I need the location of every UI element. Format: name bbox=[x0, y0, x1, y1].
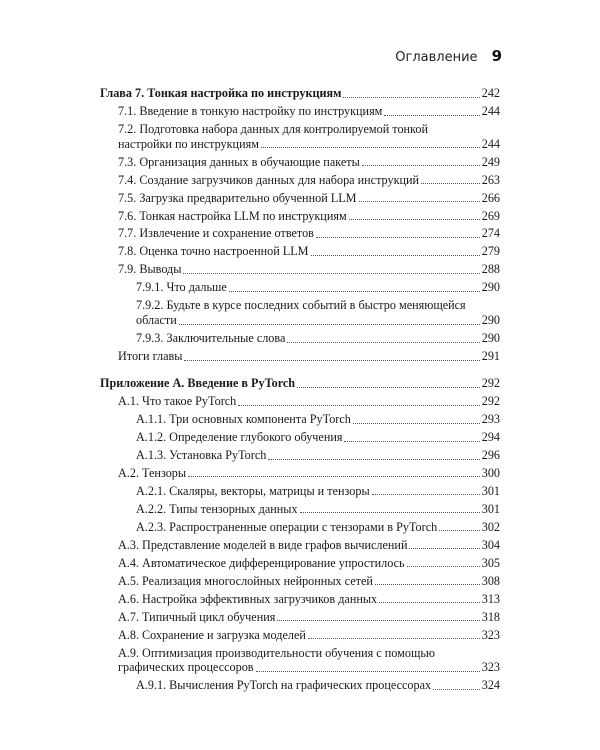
dot-leader bbox=[277, 620, 479, 621]
toc-entry[interactable] bbox=[100, 484, 500, 499]
toc-page-number: 242 bbox=[481, 86, 500, 100]
dot-leader bbox=[287, 342, 479, 343]
dot-leader bbox=[375, 584, 480, 585]
toc-entry-title: 7.5. Загрузка предварительно обученной LLM bbox=[118, 190, 357, 205]
toc-entry-title: А.1.3. Установка PyTorch bbox=[136, 447, 267, 462]
dot-leader bbox=[311, 255, 480, 256]
toc-page-number: 296 bbox=[481, 447, 500, 462]
dot-leader bbox=[179, 324, 480, 325]
toc-page-number: 244 bbox=[481, 103, 500, 118]
dot-leader bbox=[379, 602, 480, 603]
toc-page-number: 323 bbox=[481, 627, 500, 642]
toc-entry-title: настройки по инструкциям bbox=[118, 136, 259, 151]
toc-entry[interactable] bbox=[100, 574, 500, 589]
toc-page-number: 292 bbox=[481, 375, 500, 390]
toc-entry[interactable] bbox=[100, 610, 500, 625]
toc-page-number: 323 bbox=[481, 660, 500, 675]
toc-page-number: 313 bbox=[481, 591, 500, 606]
toc-entry-title: 7.3. Организация данных в обучающие пакеты bbox=[118, 154, 360, 169]
toc-chapter-entry[interactable] bbox=[100, 376, 500, 391]
toc-entry-title: 7.9.3. Заключительные слова bbox=[136, 331, 286, 345]
toc-entry-title: Итоги главы bbox=[118, 348, 183, 363]
toc-entry-title: А.9.1. Вычисления PyTorch на графических процессорах bbox=[136, 678, 432, 693]
toc-entry[interactable] bbox=[100, 280, 500, 295]
toc-entry[interactable] bbox=[100, 122, 500, 137]
toc-page-number: 249 bbox=[481, 154, 500, 169]
toc-entry-title: А.7. Типичный цикл обучения bbox=[118, 609, 276, 624]
section-gap bbox=[100, 367, 500, 376]
toc-page-number: 244 bbox=[481, 136, 500, 151]
toc-entry[interactable] bbox=[100, 448, 500, 463]
toc-entry[interactable] bbox=[100, 298, 500, 313]
toc-entry-title: А.2.1. Скаляры, векторы, матрицы и тензоры bbox=[136, 483, 370, 498]
dot-leader bbox=[343, 97, 479, 98]
toc-page-number: 318 bbox=[481, 609, 500, 624]
dot-leader bbox=[229, 291, 480, 292]
toc-page-number: 292 bbox=[481, 393, 500, 408]
dot-leader bbox=[353, 423, 480, 424]
toc-entry[interactable] bbox=[100, 262, 500, 277]
dot-leader bbox=[238, 405, 479, 406]
toc-entry-title: А.4. Автоматическое дифференцирование упростилось bbox=[118, 555, 405, 570]
toc-entry-title: А.2.2. Типы тензорных данных bbox=[136, 501, 298, 516]
toc-entry[interactable] bbox=[100, 191, 500, 206]
header-title: Оглавление bbox=[395, 50, 478, 65]
dot-leader bbox=[256, 671, 480, 672]
dot-leader bbox=[344, 441, 479, 442]
toc-entry-title: А.5. Реализация многослойных нейронных сетей bbox=[118, 573, 373, 588]
toc-page-number: 290 bbox=[481, 280, 500, 295]
dot-leader bbox=[316, 237, 480, 238]
toc-page-number: 301 bbox=[481, 501, 500, 516]
toc-page-number: 290 bbox=[481, 331, 500, 345]
dot-leader bbox=[384, 115, 479, 116]
toc-page-number: 266 bbox=[481, 190, 500, 205]
toc-entry-title: 7.9. Выводы bbox=[118, 262, 182, 277]
toc-page-number: 294 bbox=[481, 429, 500, 444]
toc-entry-title: А.3. Представление моделей в виде графов вычислений bbox=[118, 537, 408, 552]
toc-page-number: 288 bbox=[481, 262, 500, 277]
toc-entry[interactable] bbox=[100, 538, 500, 553]
table-of-contents bbox=[100, 86, 500, 696]
toc-entry[interactable] bbox=[100, 226, 500, 241]
toc-entry[interactable] bbox=[100, 412, 500, 427]
toc-chapter-entry[interactable] bbox=[100, 86, 500, 101]
toc-entry-title: 7.9.2. Будьте в курсе последних событий в быстро меняющейся bbox=[136, 298, 466, 313]
toc-entry-title: Глава 7. Тонкая настройка по инструкциям bbox=[100, 86, 342, 100]
toc-page-number: 293 bbox=[481, 411, 500, 426]
toc-page-number: 290 bbox=[481, 313, 500, 328]
toc-page-number: 269 bbox=[481, 208, 500, 223]
dot-leader bbox=[183, 273, 479, 274]
toc-entry[interactable] bbox=[100, 173, 500, 188]
toc-entry-title: 7.8. Оценка точно настроенной LLM bbox=[118, 244, 309, 259]
dot-leader bbox=[439, 530, 480, 531]
toc-entry[interactable] bbox=[100, 137, 500, 152]
toc-entry[interactable] bbox=[100, 394, 500, 409]
dot-leader bbox=[261, 147, 480, 148]
toc-entry-title: А.2.3. Распространенные операции с тензорами в PyTorch bbox=[136, 519, 438, 534]
toc-entry[interactable] bbox=[100, 466, 500, 481]
toc-page-number: 291 bbox=[481, 348, 500, 363]
toc-page-number: 274 bbox=[481, 226, 500, 241]
dot-leader bbox=[297, 387, 480, 388]
toc-entry-title: 7.7. Извлечение и сохранение ответов bbox=[118, 226, 314, 241]
dot-leader bbox=[409, 548, 479, 549]
toc-entry-title: Приложение А. Введение в PyTorch bbox=[100, 375, 296, 390]
toc-entry-title: области bbox=[136, 313, 177, 328]
toc-entry[interactable] bbox=[100, 209, 500, 224]
dot-leader bbox=[268, 459, 479, 460]
toc-page-number: 324 bbox=[481, 678, 500, 693]
dot-leader bbox=[349, 219, 480, 220]
toc-entry[interactable] bbox=[100, 104, 500, 119]
dot-leader bbox=[300, 512, 480, 513]
toc-page-number: 263 bbox=[481, 172, 500, 187]
toc-entry[interactable] bbox=[100, 313, 500, 328]
toc-entry[interactable] bbox=[100, 349, 500, 364]
toc-entry-title: А.1. Что такое PyTorch bbox=[118, 393, 237, 408]
dot-leader bbox=[188, 476, 480, 477]
toc-entry-title: А.2. Тензоры bbox=[118, 465, 187, 480]
toc-entry[interactable] bbox=[100, 520, 500, 535]
dot-leader bbox=[433, 689, 480, 690]
toc-entry-title: 7.1. Введение в тонкую настройку по инструкциям bbox=[118, 103, 383, 118]
toc-entry-title: А.1.2. Определение глубокого обучения bbox=[136, 429, 343, 444]
toc-entry[interactable] bbox=[100, 628, 500, 643]
toc-page-number: 301 bbox=[481, 483, 500, 498]
running-header bbox=[395, 47, 502, 65]
toc-entry[interactable] bbox=[100, 678, 500, 693]
dot-leader bbox=[372, 494, 480, 495]
toc-entry-title: А.8. Сохранение и загрузка моделей bbox=[118, 627, 306, 642]
toc-entry[interactable] bbox=[100, 592, 500, 607]
dot-leader bbox=[421, 183, 480, 184]
dot-leader bbox=[184, 360, 479, 361]
toc-entry[interactable] bbox=[100, 646, 500, 661]
toc-page-number: 279 bbox=[481, 244, 500, 259]
dot-leader bbox=[359, 201, 480, 202]
dot-leader bbox=[308, 638, 480, 639]
toc-entry-title: А.1.1. Три основных компонента PyTorch bbox=[136, 411, 351, 426]
toc-entry-title: А.9. Оптимизация производительности обучения с помощью bbox=[118, 645, 435, 660]
toc-entry[interactable] bbox=[100, 331, 500, 346]
toc-entry[interactable] bbox=[100, 660, 500, 675]
toc-entry-title: 7.4. Создание загрузчиков данных для набора инструкций bbox=[118, 172, 420, 187]
toc-entry-title: А.6. Настройка эффективных загрузчиков данных bbox=[118, 591, 378, 606]
toc-page-number: 308 bbox=[481, 573, 500, 588]
toc-entry[interactable] bbox=[100, 244, 500, 259]
toc-entry[interactable] bbox=[100, 155, 500, 170]
toc-entry[interactable] bbox=[100, 430, 500, 445]
toc-entry[interactable] bbox=[100, 556, 500, 571]
toc-entry-title: 7.6. Тонкая настройка LLM по инструкциям bbox=[118, 208, 347, 223]
toc-page-number: 305 bbox=[481, 555, 500, 570]
toc-entry-title: 7.2. Подготовка набора данных для контролируемой тонкой bbox=[118, 121, 428, 136]
toc-page-number: 300 bbox=[481, 465, 500, 480]
toc-entry-title: графических процессоров bbox=[118, 660, 254, 675]
toc-entry-title: 7.9.1. Что дальше bbox=[136, 280, 227, 295]
header-page-number: 9 bbox=[491, 47, 502, 65]
dot-leader bbox=[407, 566, 480, 567]
toc-page-number: 302 bbox=[481, 519, 500, 534]
toc-entry[interactable] bbox=[100, 502, 500, 517]
toc-page-number: 304 bbox=[481, 537, 500, 552]
dot-leader bbox=[362, 165, 480, 166]
